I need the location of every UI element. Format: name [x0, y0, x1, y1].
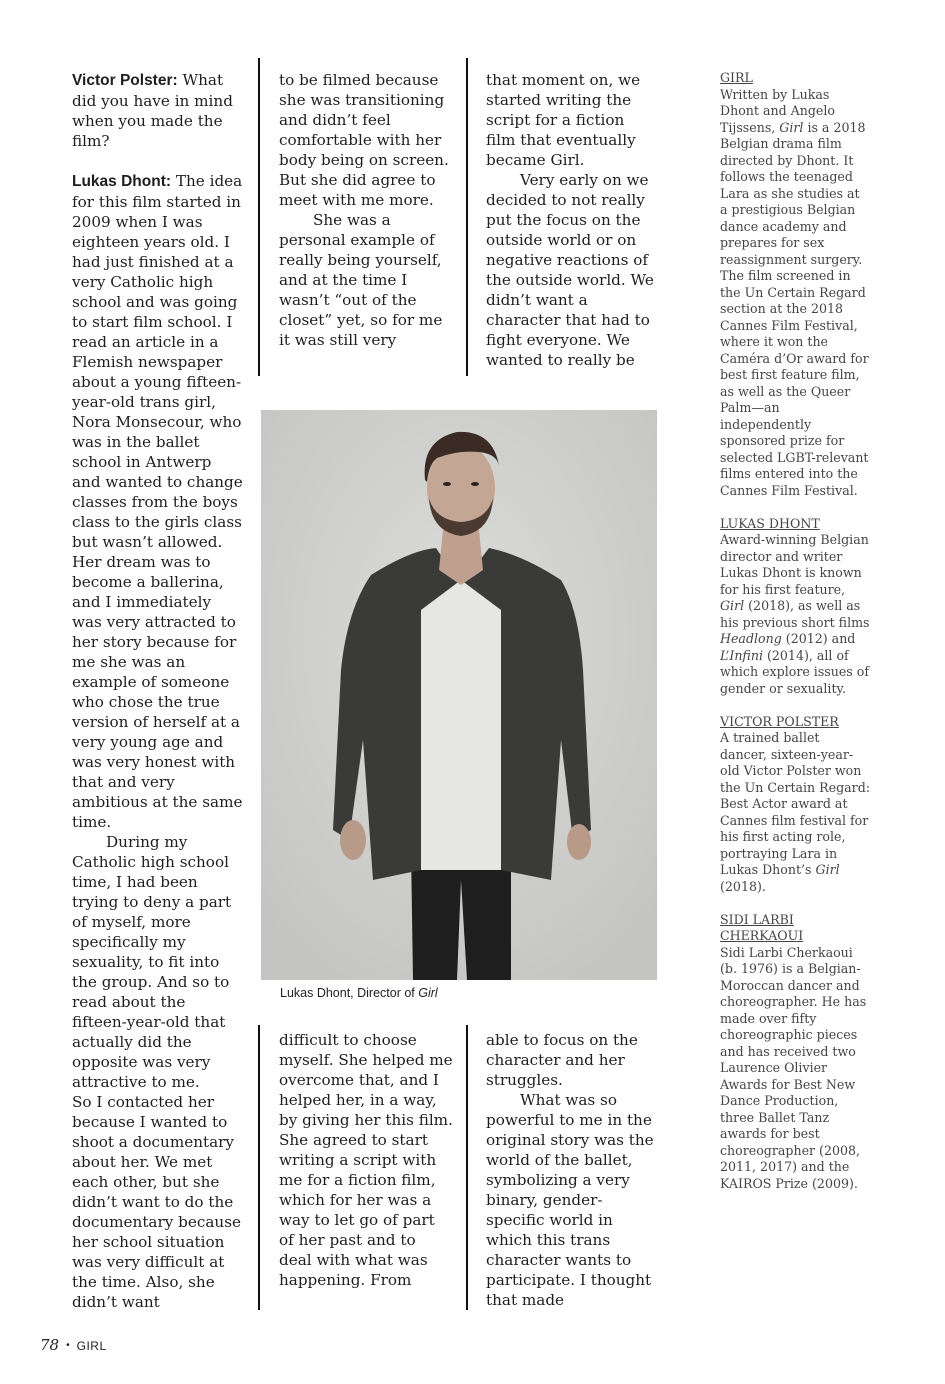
glossary-text: (2012) and [781, 631, 856, 646]
column-divider [466, 58, 468, 376]
glossary-title: LUKAS DHONT [720, 515, 820, 531]
glossary-text: A trained ballet dancer, sixteen-year-old Victor Polster won the Un Certain Regard: Best Actor award at Cannes film festival for his first acting role, portraying Lara in Lukas Dhont’s [720, 730, 871, 877]
film-title: L’Infini [720, 647, 763, 663]
film-title: Headlong [720, 631, 782, 646]
glossary-text: Award-winning Belgian director and writer Lukas Dhont is known for his first feature, [720, 532, 869, 597]
question-paragraph [72, 70, 244, 151]
column-3-bottom [486, 1030, 658, 1310]
paragraph: During my Catholic high school time, I had been trying to deny a part of myself, more specifically my sexuality, to fit into the group. And so to read about the fifteen-year-old that actually did the opposite was very attractive to me. [72, 833, 232, 1091]
answer-paragraph [72, 171, 244, 832]
film-title: Girl [720, 598, 745, 613]
paragraph: difficult to choose myself. She helped me overcome that, and I helped her, in a way, by giving her this film. She agreed to start writing a script with me for a fiction film, which for her was a way to let go of part of her past and to deal with what was happening. From [279, 1031, 453, 1289]
question-text: What did you have in mind when you made the film? [72, 71, 233, 150]
paragraph: Very early on we decided to not really put the focus on the outside world or on negative reactions of the outside world. We didn’t want a character that had to fight everyone. We wanted to really be [486, 171, 654, 369]
glossary-entry-polster [720, 714, 870, 896]
paragraph: to be filmed because she was transitioning and didn’t feel comfortable with her body being on screen. But she did agree to meet with me more. [279, 71, 449, 209]
speaker-victor: Victor Polster: [72, 72, 178, 89]
glossary-title: VICTOR POLSTER [720, 713, 839, 729]
column-3-top [486, 70, 658, 370]
caption-film-title: Girl [418, 986, 438, 1000]
column-divider [258, 1025, 260, 1310]
paragraph: She was a personal example of really being yourself, and at the time I wasn’t “out of the closet” yet, so for me it was still very [279, 211, 443, 349]
bullet-separator: • [66, 1340, 70, 1351]
section-name: GIRL [76, 1339, 107, 1353]
glossary-text: is a 2018 Belgian drama film directed by Dhont. It follows the teenaged Lara as she studies at a prestigious Belgian dance academy and prepares for sex reassignment surgery. The film screened in the Un Certain Regard section at the 2018 Cannes Film Festival, where it won the Caméra d’Or award for best first feature film, as well as the Queer Palm—an independently sponsored prize for selected LGBT-relevant films entered into the Cannes Film Festival. [720, 119, 869, 498]
page-footer [40, 1336, 107, 1354]
glossary-text: Sidi Larbi Cherkaoui (b. 1976) is a Belgian-Moroccan dancer and choreographer. He has made over fifty choreographic pieces and has received two Laurence Olivier Awards for Best New Dance Production, three Ballet Tanz awards for best choreographer (2008, 2011, 2017) and the KAIROS Prize (2009). [720, 944, 867, 1191]
photo-caption [280, 986, 438, 1000]
column-divider [258, 58, 260, 376]
glossary-text: Written by Lukas Dhont and Angelo Tijssens, [720, 86, 835, 135]
glossary-entry-girl [720, 70, 870, 499]
column-2-top [279, 70, 451, 350]
glossary-entry-cherkaoui [720, 912, 870, 1193]
caption-text: Lukas Dhont, Director of [280, 986, 419, 1000]
paragraph: that moment on, we started writing the script for a fiction film that eventually became Girl. [486, 71, 641, 169]
glossary-title: SIDI LARBI CHERKAOUI [720, 911, 804, 943]
paragraph: What was so powerful to me in the original story was the world of the ballet, symbolizing a very binary, gender-specific world in which this trans character wants to participate. I thought that made [486, 1091, 654, 1309]
speaker-lukas: Lukas Dhont: [72, 173, 172, 190]
column-2-bottom [279, 1030, 453, 1290]
sidebar-glossary [720, 70, 870, 1209]
column-divider [466, 1025, 468, 1310]
glossary-text: (2018). [720, 878, 766, 894]
answer-text: The idea for this film started in 2009 when I was eighteen years old. I had just finished at a very Catholic high school and was going to start film school. I read an article in a Flemish newspaper about a young fifteen-year-old trans girl, Nora Monsecour, who was in the ballet school in Antwerp and wanted to change classes from the boys class to the girls class but wasn’t allowed. Her dream was to become a ballerina, and I immediately was very attracted to her story because for me she was an example of someone who chose the true version of herself at a very young age and was very honest with that and very ambitious at the same time. [72, 172, 243, 831]
glossary-text: (2018), as well as his previous short films [720, 598, 870, 630]
glossary-title: GIRL [720, 70, 753, 85]
film-title: Girl [779, 119, 804, 135]
glossary-text: (2014), all of which explore issues of gender or sexuality. [720, 647, 870, 696]
paragraph: So I contacted her because I wanted to shoot a documentary about her. We met each other, but she didn’t want to do the documentary because her school situation was very difficult at the time. Also, she didn’t want [72, 1093, 241, 1311]
column-1 [72, 70, 244, 1312]
portrait-illustration [261, 410, 657, 980]
paragraph: able to focus on the character and her struggles. [486, 1031, 638, 1089]
glossary-entry-dhont [720, 516, 870, 698]
film-title: Girl [815, 862, 840, 877]
portrait-photo [261, 410, 657, 980]
page-number: 78 [40, 1336, 60, 1354]
